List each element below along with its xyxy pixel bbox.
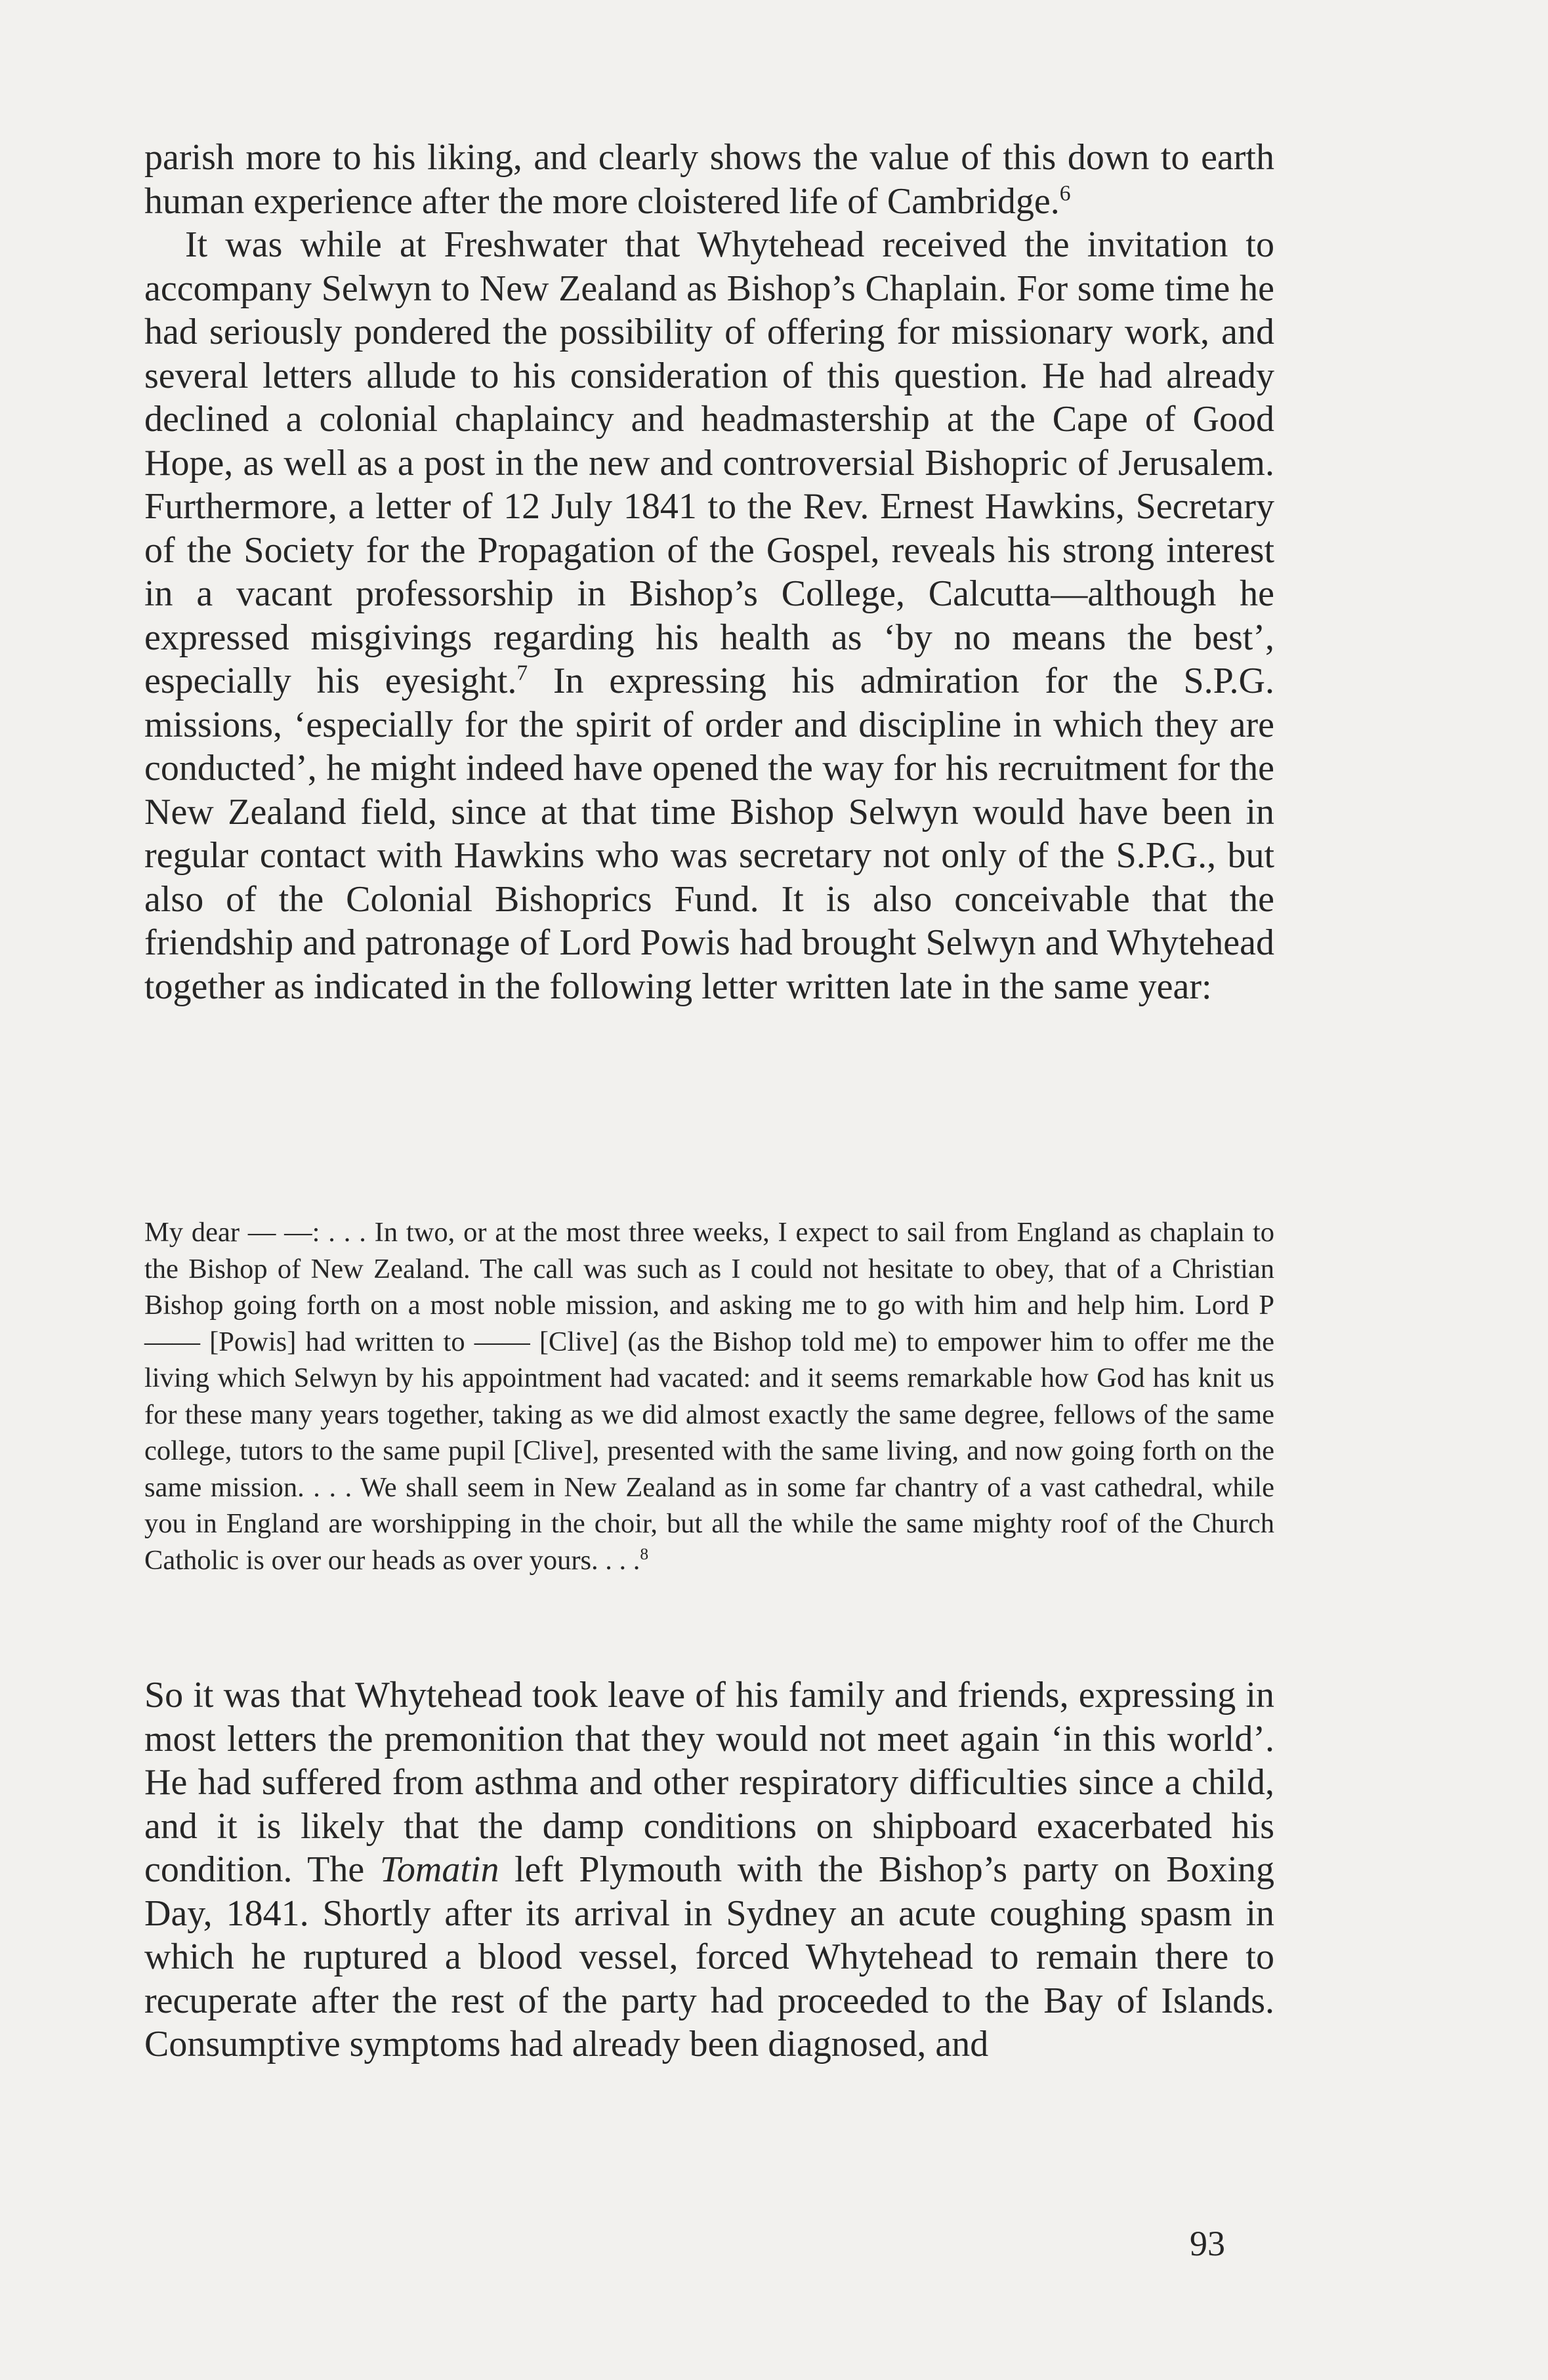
page-number: 93 xyxy=(1190,2224,1225,2263)
footnote-ref-6: 6 xyxy=(1059,180,1071,205)
paragraph-1-text: parish more to his liking, and clearly shows the value of this down to earth human experience after the more cloistered life of Cambridge. xyxy=(144,137,1274,222)
footnote-ref-7: 7 xyxy=(516,661,528,686)
footnote-ref-8: 8 xyxy=(640,1544,649,1563)
paragraph-2-text-b: In expressing his admiration for the S.P.G. missions, ‘especially for the spirit of order and discipline in which they are conducted’, he might indeed have opened the way for his recruitment for the New Zealand field, since at that time Bishop Selwyn would have been in regular contact with Hawkins who was secretary not only of the S.P.G., but also of the Colonial Bishoprics Fund. It is also conceivable that the friendship and patronage of Lord Powis had brought Selwyn and Whytehead together as indicated in the following letter written late in the same year: xyxy=(144,661,1274,1007)
paragraph-2 xyxy=(144,223,1274,1008)
paragraph-3-text-b: left Plymouth with the Bishop’s party on Boxing Day, 1841. Shortly after its arrival in Sydney an acute coughing spasm in which he ruptured a blood vessel, forced Whytehead to remain there to recuperate after the rest of the party had proceeded to the Bay of Islands. Consumptive symptoms had already been diagnosed, and xyxy=(144,1849,1274,2064)
paragraph-3 xyxy=(144,1673,1274,2066)
block-quote xyxy=(144,1214,1274,1578)
letter-quote xyxy=(144,1214,1274,1578)
letter-quote-text: My dear — —: . . . In two, or at the most three weeks, I expect to sail from England as chaplain to the Bishop of New Zealand. The call was such as I could not hesitate to obey, that of a Christian Bishop going forth on a most noble mission, and asking me to go with him and help him. Lord P —— [Powis] had written to —— [Clive] (as the Bishop told me) to empower him to offer me the living which Selwyn by his appointment had vacated: and it seems remarkable how God has knit us for these many years together, taking as we did almost exactly the same degree, fellows of the same college, tutors to the same pupil [Clive], presented with the same living, and now going forth on the same mission. . . . We shall seem in New Zealand as in some far chantry of a vast cathedral, while you in England are worshipping in the choir, but all the while the same mighty roof of the Church Catholic is over our heads as over yours. . . . xyxy=(144,1217,1274,1576)
ship-name: Tomatin xyxy=(379,1849,499,1890)
paragraph-1 xyxy=(144,136,1274,223)
paragraph-2-text-a: It was while at Freshwater that Whytehead received the invitation to accompany Selwyn to New Zealand as Bishop’s Chaplain. For some time he had seriously pondered the possibility of offering for missionary work, and several letters allude to his consideration of this question. He had already declined a colonial chaplaincy and headmastership at the Cape of Good Hope, as well as a post in the new and controversial Bishopric of Jerusalem. Furthermore, a letter of 12 July 1841 to the Rev. Ernest Hawkins, Secretary of the Society for the Propagation of the Gospel, reveals his strong interest in a vacant professorship in Bishop’s College, Calcutta—although he expressed misgivings regarding his health as ‘by no means the best’, especially his eyesight. xyxy=(144,224,1274,701)
paragraph-3-text-a: So it was that Whytehead took leave of his family and friends, expressing in most letters the premonition that they would not meet again ‘in this world’. He had suffered from asthma and other respiratory difficulties since a child, and it is likely that the damp conditions on shipboard exacerbated his condition. The xyxy=(144,1675,1274,1890)
paragraph-continued xyxy=(144,136,1274,1008)
closing-text xyxy=(144,1673,1274,2066)
